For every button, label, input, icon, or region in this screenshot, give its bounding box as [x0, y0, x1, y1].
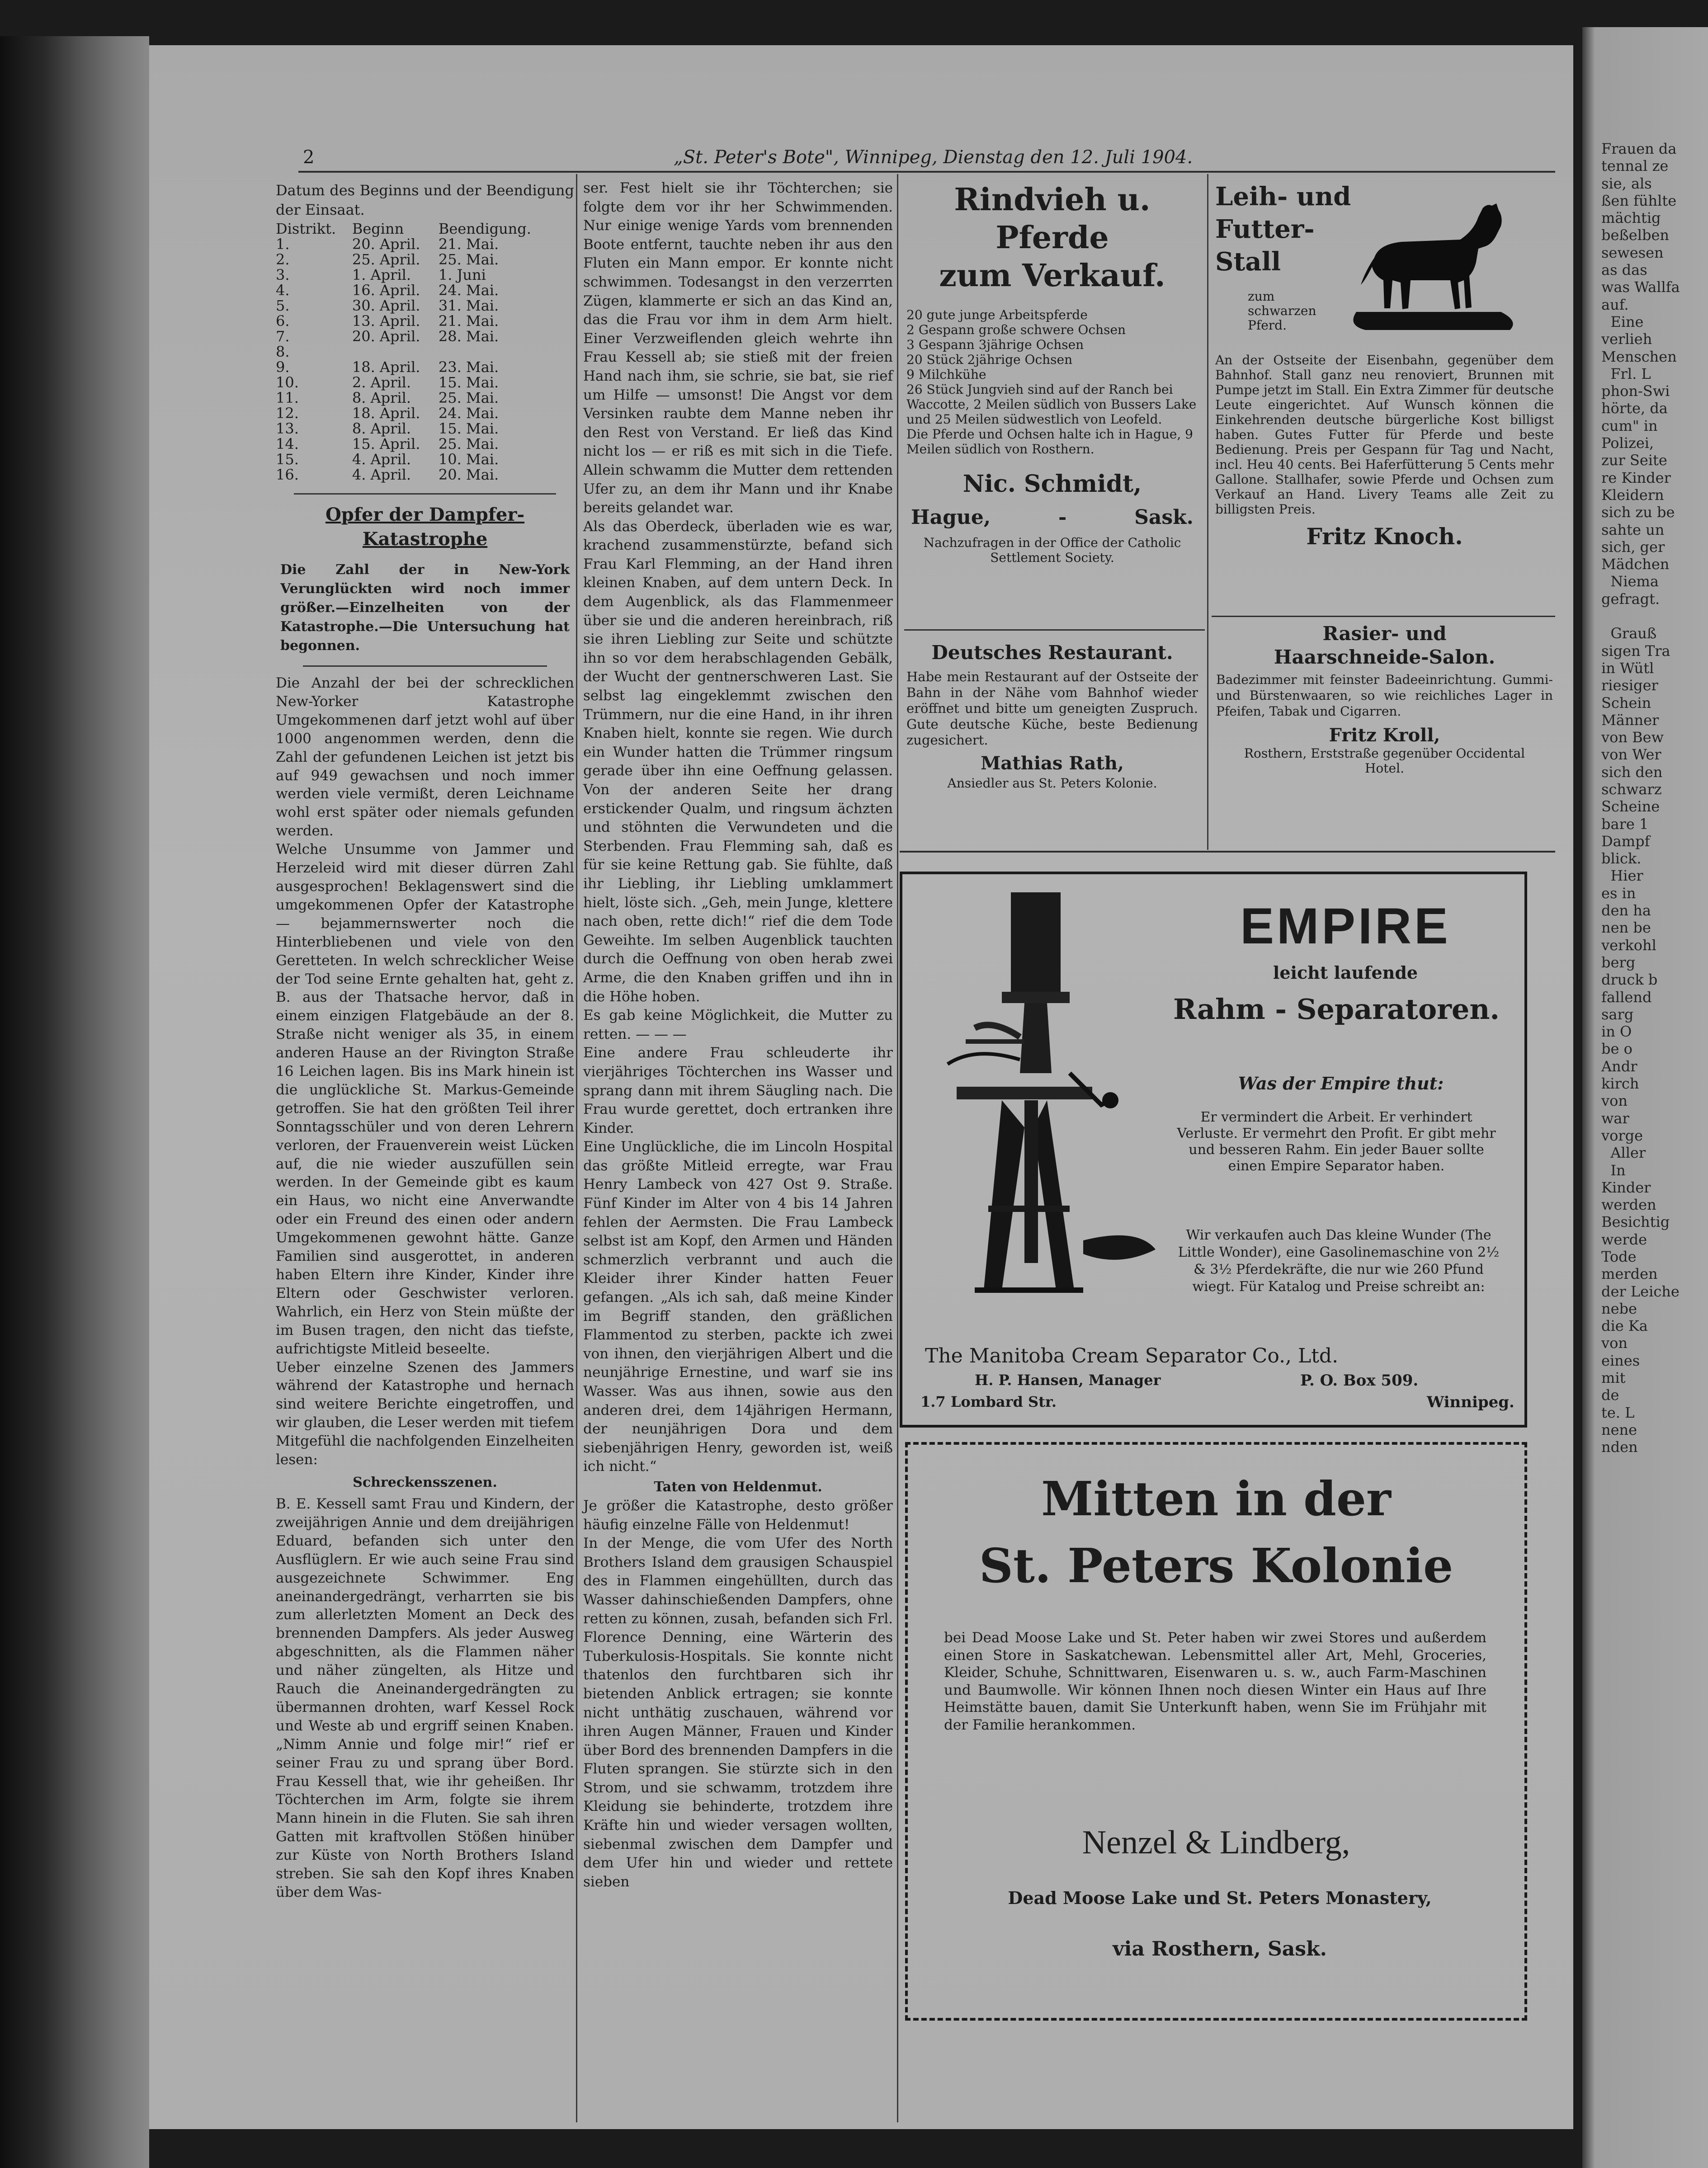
header-rule	[298, 171, 1555, 173]
horse-icon	[1347, 190, 1519, 339]
table-cell: 5.	[276, 297, 290, 314]
next-page-fragments: Frauen da tennal ze sie, als ßen fühlte mächtig beßelben sewesen as das was Wallfa auf. Eine verlieh Menschen Frl. L phon-Swi hörte, da cum" in Polizei, zur Seite re Kinder Kleidern sich zu be sahte un sich, ger Mädchen Niema gefragt. Grauß sigen Tra in Wütl riesiger Schein Männer von Bew von Wer sich den schwarz Scheine bare 1 Dampf blick. Hier es in den ha nen be verkohl berg druck b fallend sarg in O be o Andr kirch von war vorge Aller In Kinder werden Besichtig werde Tode merden der Leiche nebe die Ka von eines mit de te. L nene nden	[1601, 140, 1680, 1456]
ad-divider	[900, 851, 1555, 853]
ad-empire-sub-1: leicht laufende	[1273, 962, 1418, 983]
ad-restaurant-sub: Ansiedler aus St. Peters Kolonie.	[947, 776, 1157, 791]
newspaper-page	[149, 45, 1573, 2129]
table-cell: 10.	[276, 374, 299, 391]
book-binding	[0, 36, 149, 2168]
ad-restaurant	[902, 641, 1203, 791]
table-row	[276, 467, 556, 482]
table-cell: 7.	[276, 328, 290, 345]
divider	[294, 493, 556, 495]
ad-empire-city: Winnipeg.	[1427, 1393, 1515, 1411]
table-cell: 8.	[276, 343, 290, 360]
list-item: 9 Milchkühe	[906, 367, 986, 382]
page-number: 2	[303, 147, 315, 168]
list-item: 20 gute junge Arbeitspferde	[906, 307, 1088, 322]
table-cell: 15. April.	[352, 435, 420, 452]
column-rule-2	[897, 174, 898, 2122]
ad-stable-sub: zum schwarzen Pferd.	[1248, 289, 1316, 333]
ad-empire-brand: EMPIRE	[1240, 898, 1451, 954]
table-cell: 23. Mai.	[438, 358, 499, 376]
place-separator: -	[1058, 506, 1067, 529]
article-body-continued: B. E. Kessell samt Frau und Kindern, der zweijährigen Annie und dem dreijährigen Eduard, befanden sich unter den Ausflüglern. Er wie auch seine Frau sind ausgezeichnete Schwimmer. Eng aneinandergedrängt, verharrten sie bis zum allerletzten Moment an Deck des brennenden Dampfers. Als jeder Ausweg abgeschnitten, als die Flammen näher und näher züngelten, als Hitze und Rauch die Aneinandergedrängten zu übermannen drohten, warf Kessel Rock und Weste ab und ergriff seinen Knaben. „Nimm Annie und folge mir!“ rief er seiner Frau zu und sprang über Bord. Frau Kessell that, wie ihr geheißen. Ihr Töchterchen im Arm, folgte sie ihrem Mann hinein in die Fluten. Sie sah ihren Gatten mit kraftvollen Stößen hinüber zur Küste von North Brothers Island streben. Sie sah den Kopf ihres Knaben über dem Was-	[276, 1495, 574, 1900]
ad-empire-company: The Manitoba Cream Separator Co., Ltd.	[925, 1344, 1339, 1367]
table-cell: 25. Mai.	[438, 435, 499, 452]
ad-barber-text: Badezimmer mit feinster Badeeinrichtung. Gummi- und Bürstenwaaren, so wie reichliches Lager in Pfeifen, Tabak und Cigarren.	[1216, 672, 1553, 719]
sowing-intro: Datum des Beginns und der Beendigung der Einsaat.	[276, 182, 574, 218]
article-headline: Opfer der Dampfer-Katastrophe	[325, 504, 525, 550]
table-cell	[352, 344, 439, 359]
table-cell: 20. April.	[352, 328, 420, 345]
list-item: 2 Gespann große schwere Ochsen	[906, 322, 1126, 337]
article-summary: Die Zahl der in New-York Verunglückten wird noch immer größer.—Einzelheiten von der Katastrophe.—Die Untersuchung hat begonnen.	[280, 562, 570, 654]
list-item: Die Pferde und Ochsen halte ich in Hague, 9 Meilen südlich von Rosthern.	[906, 427, 1193, 457]
table-cell	[439, 344, 556, 359]
table-cell: 18. April.	[352, 405, 420, 422]
table-cell: 25. Mai.	[438, 389, 499, 406]
table-cell: 18. April.	[352, 358, 420, 376]
ad-colony-place-2: via Rosthern, Sask.	[1113, 1937, 1327, 1961]
table-cell: 8. April.	[352, 389, 411, 406]
table-row	[276, 329, 556, 344]
article-subhead-2: Taten von Heldenmut.	[654, 1479, 822, 1495]
table-cell: 11.	[276, 389, 299, 406]
next-page-edge	[1582, 27, 1708, 2168]
table-header: Beginn	[352, 220, 404, 237]
table-cell: 31. Mai.	[438, 297, 499, 314]
ad-barber-name: Fritz Kroll,	[1329, 725, 1440, 746]
table-row	[276, 359, 556, 375]
table-row	[276, 375, 556, 390]
ad-stable-text: An der Ostseite der Eisenbahn, gegenüber dem Bahnhof. Stall ganz neu renoviert, Brunnen mit Pumpe jetzt im Stall. Ein Extra Zimmer für deutsche Leute eingerichtet. Auf Wunsch können die Einkehrenden deutsche bürgerliche Kost billigst haben. Gutes Futter für Pferde und beste Bedienung. Preis per Gespann für Tag und Nacht, incl. Heu 40 cents. Bei Haferfütterung 5 Cents mehr Gallone. Stallhafer, sowie Pferde und Ochsen zum Verkauf an Hand. Livery Teams alle Zeit zu billigsten Preis.	[1215, 353, 1554, 517]
table-row	[276, 283, 556, 298]
ad-stable-title-1: Leih- und	[1215, 182, 1351, 212]
table-cell: 24. Mai.	[438, 282, 499, 299]
column-rule-1	[576, 174, 577, 2122]
table-row	[276, 405, 556, 421]
ad-colony-text: bei Dead Moose Lake und St. Peter haben wir zwei Stores und außerdem einen Store in Saskatchewan. Lebensmittel aller Art, Mehl, Groceries, Kleider, Schuhe, Schnittwaren, Eisenwaren u. s. w., auch Farm-Maschinen und Baumwolle. Wir können Ihnen noch diesen Winter ein Haus auf Ihre Heimstätte bauen, damit Sie Unterkunft haben, wenn Sie im Frühjahr mit der Familie herankommen.	[944, 1630, 1486, 1733]
table-cell: 2. April.	[352, 374, 411, 391]
ad-restaurant-name: Mathias Rath,	[981, 753, 1124, 774]
ad-barber-title-1: Rasier- und	[1322, 622, 1447, 645]
ad-cattle-name: Nic. Schmidt,	[963, 470, 1142, 498]
table-row	[276, 298, 556, 313]
table-cell: 2.	[276, 251, 290, 268]
ad-cattle-place	[902, 506, 1203, 529]
list-item: 26 Stück Jungvieh sind auf der Ranch bei Waccotte, 2 Meilen südlich von Bussers Lake und 25 Meilen südwestlich von Leofeld.	[906, 382, 1197, 427]
table-cell: 6.	[276, 312, 290, 330]
ad-stable	[1212, 181, 1557, 550]
list-item: 3 Gespann 3jährige Ochsen	[906, 337, 1084, 352]
ad-empire-text-2: Wir verkaufen auch Das kleine Wunder (The Little Wonder), eine Gasolinemaschine von 2½ & 3½ Pferdekräfte, die nur wie 260 Pfund wiegt. Für Katalog und Preise schreibt an:	[1178, 1227, 1500, 1295]
column-1	[276, 181, 574, 1902]
table-row	[276, 390, 556, 405]
table-row	[276, 313, 556, 329]
table-cell: 25. April.	[352, 251, 420, 268]
ad-restaurant-title: Deutsches Restaurant.	[931, 641, 1173, 664]
article-body-col2-continued: Je größer die Katastrophe, desto größer häufig einzelne Fälle von Heldenmut! In der Menge, die vom Ufer des North Brothers Island dem grausigen Schauspiel des in Flammen eingehüllten, durch das Wasser dahinschießenden Dampfers, ohne retten zu können, zusah, befanden sich Frl. Florence Denning, eine Wärterin des Tuberkulosis-Hospitals. Sie konnte nicht thatenlos den furchtbaren sich ihr bietenden Anblick ertragen; sie konnte nicht unthätig zuschauen, während vor ihren Augen Männer, Frauen und Kinder über Bord des brennenden Dampfers in die Fluten sprangen. Sie stürzte sich in den Strom, und sie schwamm, trotzdem ihre Kleidung sie behinderte, trotzdem ihre Kräfte hin und wieder versagen wollten, siebenmal zwischen dem Dampfer und dem Ufer hin und wieder und rettete sieben	[583, 1497, 893, 1890]
table-cell: 25. Mai.	[438, 251, 499, 268]
place-right: Sask.	[1134, 506, 1194, 529]
ad-colony-firm: Nenzel & Lindberg,	[1082, 1824, 1350, 1861]
ad-colony-place-1: Dead Moose Lake und St. Peters Monastery,	[1008, 1888, 1432, 1908]
ad-cattle-title: Rindvieh u. Pferde	[954, 182, 1151, 256]
ad-stable-header	[1212, 181, 1557, 353]
sowing-table	[276, 221, 556, 482]
table-header: Distrikt.	[276, 220, 336, 237]
ad-empire-street: 1.7 Lombard Str.	[920, 1393, 1057, 1410]
table-cell: 1. April.	[352, 266, 411, 283]
table-row	[276, 436, 556, 452]
table-header: Beendigung.	[438, 220, 531, 237]
table-row	[276, 236, 556, 252]
ad-empire-text-1: Er vermindert die Arbeit. Er verhindert Verluste. Er vermehrt den Profit. Er gibt mehr und besseren Rahm. Ein jeder Bauer sollte einen Empire Separator haben.	[1177, 1109, 1496, 1174]
table-cell: 20. April.	[352, 236, 420, 253]
ad-cattle-list	[902, 307, 1203, 457]
article-body-col2: ser. Fest hielt sie ihr Töchterchen; sie folgte dem vor ihr her Schwimmenden. Nur einige wenige Yards vom brennenden Boote entfernt, tauchte neben ihr aus den Fluten ein Mann empor. Er konnte nicht schwimmen. Todesangst in den verzerrten Zügen, klammerte er sich an das Kind an, das die Frau vor ihm in dem Arm hielt. Einer Verzweiflenden gleich wehrte ihn Frau Kessell ab; sie stieß mit der freien Hand nach ihm, sie schrie, sie bat, sie rief um Hilfe — umsonst! Die Angst vor dem Versinken raubte dem Manne neben ihr den Rest von Verstand. Er ließ das Kind nicht los — er riß es mit sich in die Tiefe. Allein schwamm die Mutter dem rettenden Ufer zu, an dem ihr Mann und ihr Knabe bereits gelandet war. Als das Oberdeck, überladen wie es war, krachend zusammenstürzte, befand sich Frau Karl Flemming, an der Hand ihren kleinen Knaben, auf dem untern Deck. In dem Augenblick, als das Flammenmeer über sie und die anderen hereinbrach, riß sie ihren Liebling zur Seite und schützte ihn so vor dem herabschlagenden Gebälk, der Wucht der gentnerschweren Last. Sie selbst lag eingeklemmt zwischen den Trümmern, nur die eine Hand, in ihr ihren Knaben hielt, konnte sie regen. Wie durch ein Wunder hatten die Trümmer ringsum gerade über ihn eine Oeffnung gelassen. Von der anderen Seite her drang erstickender Qualm, und ringsum ächzten und stöhnten die Verwundeten und die Sterbenden. Frau Flemming sah, daß es für sie keine Rettung gab. Sie fühlte, daß ihr Liebling, ihr Liebling umklammert hielt, löste sich. „Geh, mein Junge, klettere nach oben, rette dich!“ rief die dem Tode Geweihte. Im selben Augenblick tauchten durch die Oeffnung von oben herab zwei Arme, die den Knaben griffen und ihn in die Höhe hoben. Es gab keine Möglichkeit, die Mutter zu retten. — — — Eine andere Frau schleuderte ihr vierjähriges Töchterchen ins Wasser und sprang dann mit ihrem Säugling nach. Die Frau wurde gerettet, doch ertranken ihre Kinder. Eine Unglückliche, die im Lincoln Hospital das größte Mitleid erregte, war Frau Henry Lambeck von 427 Ost 9. Straße. Fünf Kinder im Alter von 4 bis 14 Jahren fehlen der Aermsten. Die Frau Lambeck selbst ist am Kopf, den Armen und Händen schmerzlich verbrannt und auch die Kleider ihrer Kinder hatten Feuer gefangen. „Als ich sah, daß meine Kinder im Begriff standen, den gräßlichen Flammentod zu sterben, packte ich zwei von ihnen, den vierjährigen Albert und die neunjährige Ernestine, und warf sie ins Wasser. Was aus ihnen, sowie aus den anderen drei, dem 14jährigen Hermann, der neunjährigen Dora und dem siebenjährigen Henry, geworden ist, weiß ich nicht.“	[583, 180, 893, 1475]
ad-barber-title-2: Haarschneide-Salon.	[1274, 646, 1496, 668]
table-cell: 12.	[276, 405, 299, 422]
table-cell: 1.	[276, 236, 290, 253]
article-body: Die Anzahl der bei der schrecklichen New-Yorker Katastrophe Umgekommenen darf jetzt wohl auf über 1000 angenommen werden, denn die Zahl der gefundenen Leichen ist jetzt bis auf 949 gewachsen und noch immer werden viele vermißt, deren Leichname wohl erst später oder niemals gefunden werden. Welche Unsumme von Jammer und Herzeleid wird mit dieser dürren Zahl ausgesprochen! Beklagenswert sind die umgekommenen Opfer der Katastrophe — bejammernswerter noch die Hinterbliebenen und viele von den Geretteten. In welch schrecklicher Weise der Tod seine Ernte gehalten hat, geht z. B. aus der Thatsache hervor, daß in einem einzigen Flatgebäude an der 8. Straße nicht weniger als 35, in einem anderen Hause an der Rivington Straße 16 Leichen lagen. Bis ins Mark hinein ist die unglückliche St. Markus-Gemeinde getroffen. Sie hat den größten Teil ihrer Sonntagsschüler und von deren Lehrern verloren, der Frauenverein weist Lücken auf, die nie wieder auszufüllen sein werden. In der Gemeinde gibt es kaum ein Haus, wo nicht eine Anverwandte oder ein Freund des einen oder andern Umgekommenen gewohnt hätte. Ganze Familien sind ausgerottet, in anderen haben Eltern ihre Kinder, Kinder ihre Eltern oder Geschwister verloren. Wahrlich, ein Herz von Stein müßte der im Busen tragen, den nicht das tiefste, aufrichtigste Mitleid beseelte. Ueber einzelne Szenen des Jammers während der Katastrophe und hernach sind weitere Berichte eingetroffen, und wir glauben, die Leser werden mit tiefem Mitgefühl die nachfolgenden Einzelheiten lesen:	[276, 675, 574, 1468]
ad-stable-title-2: Futter-	[1215, 214, 1315, 244]
table-cell: 4.	[276, 282, 290, 299]
table-cell: 13.	[276, 420, 299, 437]
table-cell: 1. Juni	[438, 266, 486, 283]
table-cell: 14.	[276, 435, 299, 452]
column-2	[583, 179, 893, 1891]
table-cell: 30. April.	[352, 297, 420, 314]
ad-empire-manager: H. P. Hansen, Manager	[975, 1371, 1161, 1389]
table-cell: 8. April.	[352, 420, 411, 437]
place-left: Hague,	[911, 506, 991, 529]
table-cell: 15. Mai.	[438, 420, 499, 437]
table-header-row	[276, 221, 556, 236]
table-cell: 28. Mai.	[438, 328, 499, 345]
ad-restaurant-text: Habe mein Restaurant auf der Ostseite der Bahn in der Nähe vom Bahnhof wieder eröffnet und bitte um geneigten Zuspruch. Gute deutsche Küche, beste Bedienung zugesichert.	[906, 669, 1198, 748]
table-row	[276, 452, 556, 467]
ad-stable-name: Fritz Knoch.	[1306, 523, 1463, 550]
table-cell: 9.	[276, 358, 290, 376]
ad-cattle-subtitle: zum Verkauf.	[939, 258, 1165, 294]
ad-colony	[905, 1442, 1527, 2021]
ad-empire	[900, 872, 1527, 1428]
table-cell: 15. Mai.	[438, 374, 499, 391]
table-row	[276, 344, 556, 359]
table-cell: 3.	[276, 266, 290, 283]
ad-barber-sub: Rosthern, Erststraße gegenüber Occidental Hotel.	[1244, 746, 1525, 776]
table-cell: 24. Mai.	[438, 405, 499, 422]
table-row	[276, 421, 556, 436]
table-cell: 21. Mai.	[438, 312, 499, 330]
ad-cattle	[902, 181, 1203, 565]
ad-colony-title-2: St. Peters Kolonie	[979, 1538, 1453, 1593]
table-row	[276, 267, 556, 283]
article-subhead: Schreckensszenen.	[353, 1474, 497, 1490]
divider	[303, 665, 547, 667]
ad-empire-question: Was der Empire thut:	[1238, 1073, 1444, 1093]
table-cell: 10. Mai.	[438, 451, 499, 468]
table-cell: 13. April.	[352, 312, 420, 330]
table-cell: 15.	[276, 451, 299, 468]
divider	[904, 629, 1205, 631]
table-cell: 20. Mai.	[438, 466, 499, 483]
table-row	[276, 252, 556, 267]
table-cell: 21. Mai.	[438, 236, 499, 253]
table-cell: 4. April.	[352, 466, 411, 483]
ad-empire-sub-2: Rahm - Separatoren.	[1173, 993, 1500, 1026]
ad-barber	[1212, 622, 1557, 776]
ad-colony-title-1: Mitten in der	[1041, 1471, 1391, 1527]
ad-empire-box: P. O. Box 509.	[1300, 1371, 1419, 1390]
ad-cattle-note: Nachzufragen in der Office der Catholic Settlement Society.	[923, 535, 1181, 565]
table-cell: 4. April.	[352, 451, 411, 468]
separator-icon	[920, 892, 1165, 1299]
masthead: „St. Peter's Bote", Winnipeg, Dienstag den 12. Juli 1904.	[674, 147, 1193, 168]
table-cell: 16.	[276, 466, 299, 483]
column-rule-3	[1207, 174, 1208, 850]
list-item: 20 Stück 2jährige Ochsen	[906, 352, 1073, 367]
divider	[1212, 616, 1555, 617]
table-cell: 16. April.	[352, 282, 420, 299]
ad-stable-title-3: Stall	[1215, 247, 1281, 277]
